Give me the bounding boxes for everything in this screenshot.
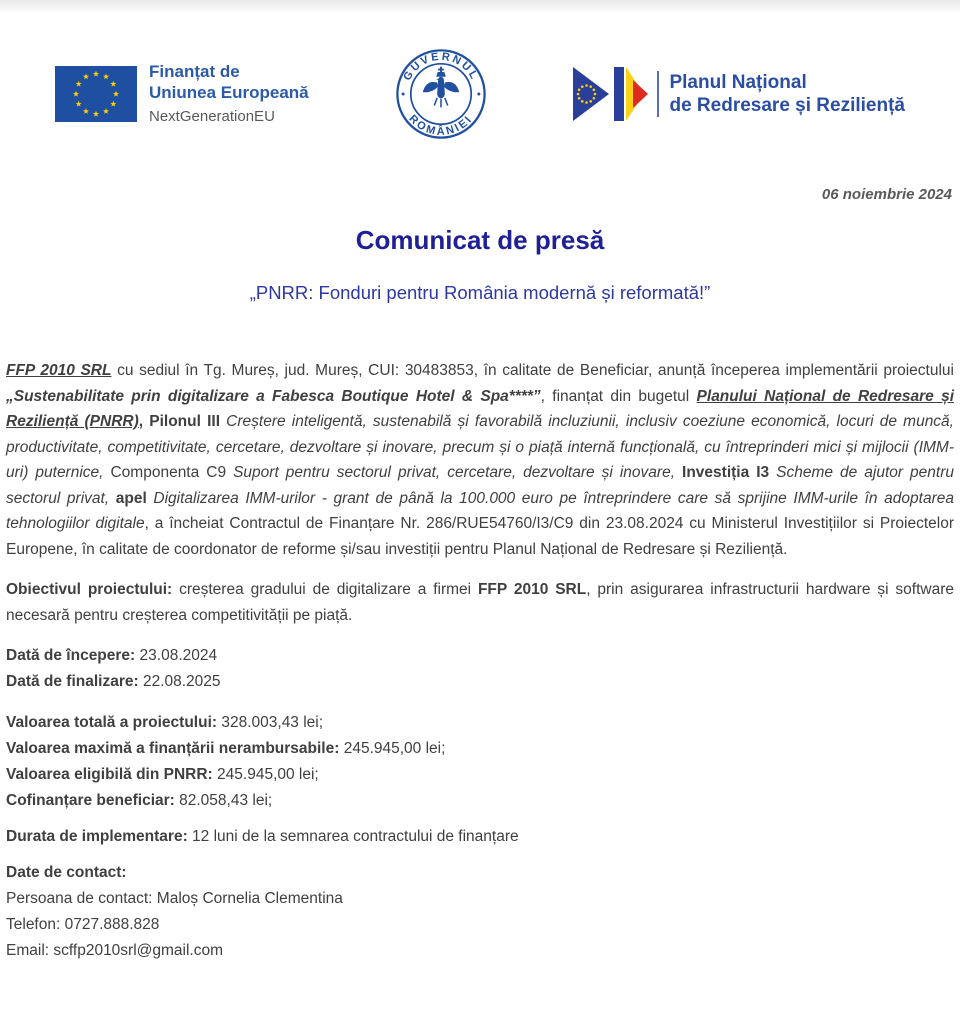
- contact-phone: Telefon: 0727.888.828: [6, 916, 160, 933]
- cofinancing-label: Cofinanțare beneficiar:: [6, 792, 175, 809]
- eu-flag-icon: [55, 66, 137, 122]
- eu-funded-logo: [55, 61, 309, 127]
- top-shadow: [0, 0, 960, 14]
- max-grant-label: Valoarea maximă a finanțării nerambursabile:: [6, 740, 340, 757]
- eu-logo-text: [149, 61, 309, 127]
- end-date-value: 22.08.2025: [138, 673, 221, 690]
- document-body: [0, 186, 960, 964]
- contact-group: [6, 860, 954, 964]
- end-date-label: Dată de finalizare:: [6, 673, 139, 690]
- total-value-amount: 328.003,43 lei;: [217, 714, 324, 731]
- pnrr-logo-text: [657, 71, 905, 117]
- page-title: Comunicat de presă: [355, 225, 605, 255]
- subtitle: „PNRR: Fonduri pentru România modernă și reformată!”: [249, 282, 711, 303]
- eu-logo-line1: Finanțat de: [149, 62, 240, 81]
- eu-logo-line2: Uniunea Europeană: [149, 83, 309, 102]
- government-seal-icon: [395, 48, 487, 140]
- project-dates-group: [6, 643, 954, 695]
- duration-value: 12 luni de la semnarea contractului de finanțare: [187, 828, 519, 845]
- seal-top-text: GUVERNUL: [401, 50, 481, 83]
- romanian-government-seal-logo: [395, 48, 487, 140]
- project-values-group: [6, 710, 954, 814]
- max-grant-amount: 245.945,00 lei;: [339, 740, 446, 757]
- duration-row: [6, 824, 954, 850]
- eligible-value-amount: 245.945,00 lei;: [212, 766, 319, 783]
- pnrr-logo: [573, 66, 905, 122]
- eagle-crest-icon: [423, 67, 459, 108]
- logo-header: [0, 46, 960, 142]
- pnrr-arrows-icon: [573, 66, 649, 122]
- duration-label: Durata de implementare:: [6, 828, 188, 845]
- contact-email: Email: scffp2010srl@gmail.com: [6, 942, 224, 959]
- max-grant-row: [6, 736, 954, 762]
- duration-group: [6, 824, 954, 850]
- end-date-row: [6, 669, 954, 695]
- seal-bottom-text: ROMÂNIEI: [406, 112, 476, 138]
- date-line: 06 noiembrie 2024: [821, 186, 952, 203]
- intro-paragraph: FFP 2010 SRL cu sediul în Tg. Mureș, jud. Mureș, CUI: 30483853, în calitate de Beneficiar, anunță începerea implementării proiectului „Sustenabilitate prin digitalizare a Fabesca Boutique Hotel & Spa****”, finanțat din bugetul Planului Național de Redresare și Reziliență (PNRR), Pilonul III Creștere inteligentă, sustenabilă și favorabilă incluziunii, inclusiv coeziune economică, locuri de muncă, productivitate, competitivitate, cercetare, dezvoltare și inovare, precum și o piață internă funcțională, cu întreprinderi mici și mijlocii (IMM-uri) puternice, Componenta C9 Suport pentru sectorul privat, cercetare, dezvoltare și inovare, Investiția I3 Scheme de ajutor pentru sectorul privat, apel Digitalizarea IMM-urilor - grant de până la 100.000 euro pe întreprindere care să sprijine IMM-urile în adoptarea tehnologiilor digitale, a încheiat Contractul de Finanțare Nr. 286/RUE54760/I3/C9 din 23.08.2024 cu Ministerul Investițiilor si Proiectelor Europene, în calitate de coordonator de reforme și/sau investiții pentru Planul Național de Redresare și Reziliență.: [6, 362, 955, 558]
- start-date-label: Dată de începere:: [6, 647, 136, 664]
- pnrr-logo-line1: Planul Național: [669, 72, 807, 93]
- cofinancing-amount: 82.058,43 lei;: [174, 792, 273, 809]
- start-date-value: 23.08.2024: [135, 647, 218, 664]
- eligible-value-row: [6, 762, 954, 788]
- contact-heading: Date de contact:: [6, 864, 127, 881]
- cofinancing-row: [6, 788, 954, 814]
- svg-text:ROMÂNIEI: [406, 113, 475, 138]
- pnrr-logo-line2: de Redresare și Reziliență: [669, 95, 905, 116]
- total-value-row: [6, 710, 954, 736]
- contact-person: Persoana de contact: Maloș Cornelia Clementina: [6, 890, 343, 907]
- objective-paragraph: Obiectivul proiectului: creșterea gradului de digitalizare a firmei FFP 2010 SRL, prin asigurarea infrastructurii hardware și software necesară pentru creșterea competitivității pe piață.: [6, 581, 954, 624]
- start-date-row: [6, 643, 954, 669]
- total-value-label: Valoarea totală a proiectului:: [6, 714, 218, 731]
- eligible-value-label: Valoarea eligibilă din PNRR:: [6, 766, 213, 783]
- eu-logo-line3: NextGenerationEU: [149, 108, 275, 125]
